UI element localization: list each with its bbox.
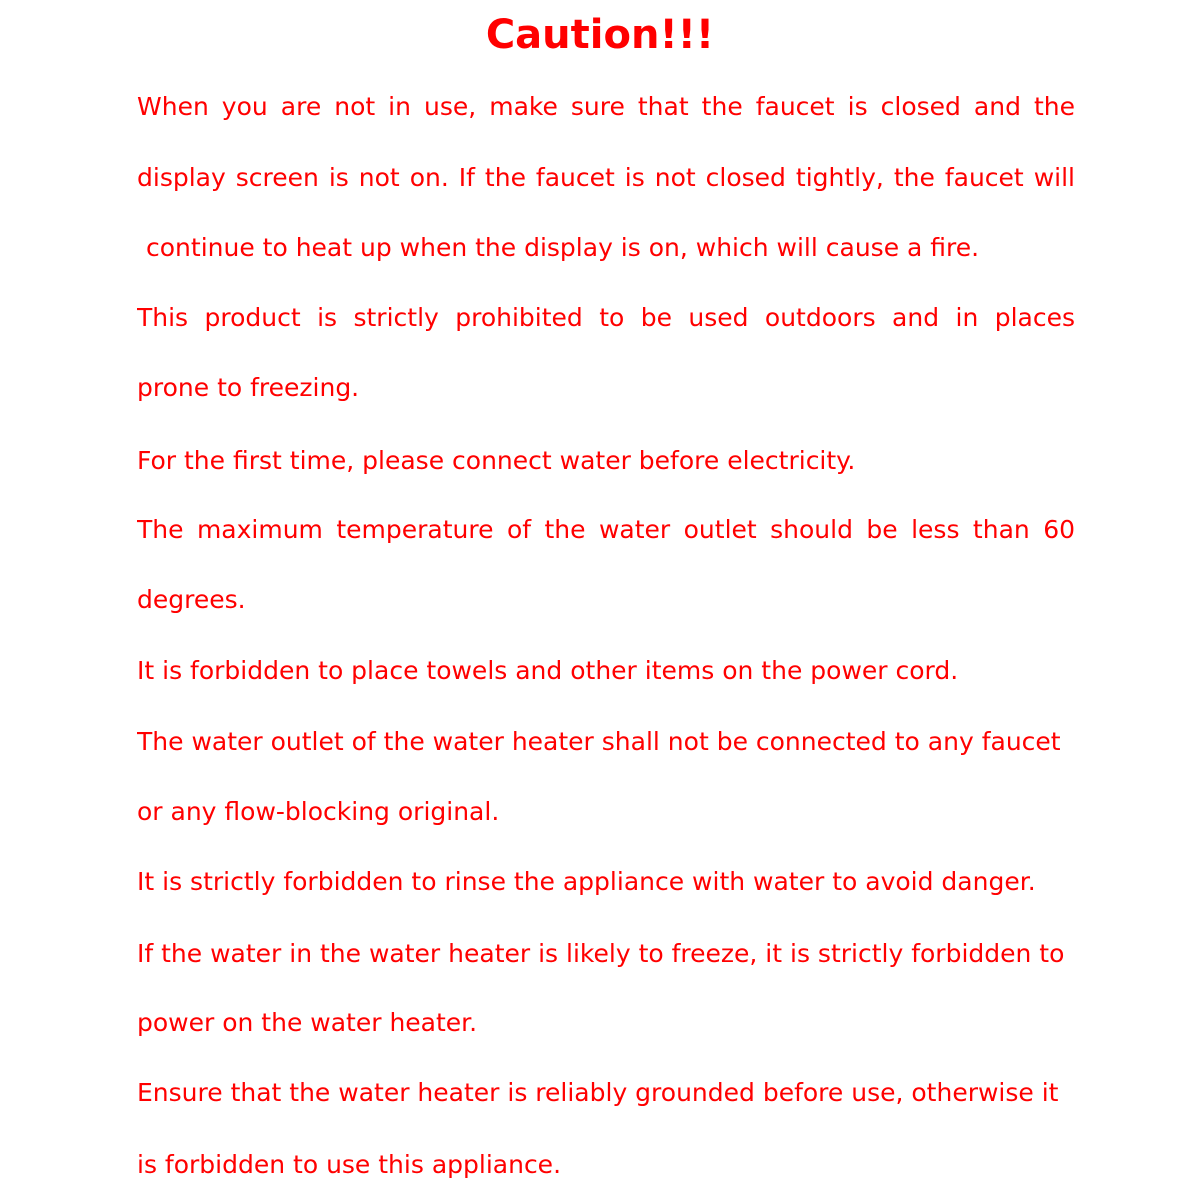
text-line: degrees. (137, 585, 246, 614)
text-line: or any flow-blocking original. (137, 797, 500, 826)
text-line: It is forbidden to place towels and other items on the power cord. (137, 656, 959, 685)
text-line: continue to heat up when the display is on, which will cause a fire. (146, 233, 980, 262)
text-line: When you are not in use, make sure that the faucet is closed and the (137, 92, 1075, 121)
text-line: prone to freezing. (137, 373, 360, 402)
text-line: The water outlet of the water heater shall not be connected to any faucet (137, 727, 1061, 756)
text-line: is forbidden to use this appliance. (137, 1150, 562, 1179)
caution-title: Caution!!! (485, 12, 715, 58)
text-line: The maximum temperature of the water outlet should be less than 60 (137, 515, 1075, 544)
text-line: power on the water heater. (137, 1008, 478, 1037)
text-line: It is strictly forbidden to rinse the appliance with water to avoid danger. (137, 867, 1036, 896)
text-line: This product is strictly prohibited to be used outdoors and in places (137, 303, 1075, 332)
text-line: display screen is not on. If the faucet is not closed tightly, the faucet will (137, 163, 1075, 192)
text-line: Ensure that the water heater is reliably grounded before use, otherwise it (137, 1078, 1059, 1107)
text-line: If the water in the water heater is likely to freeze, it is strictly forbidden to (137, 939, 1065, 968)
text-line: For the first time, please connect water before electricity. (137, 446, 856, 475)
